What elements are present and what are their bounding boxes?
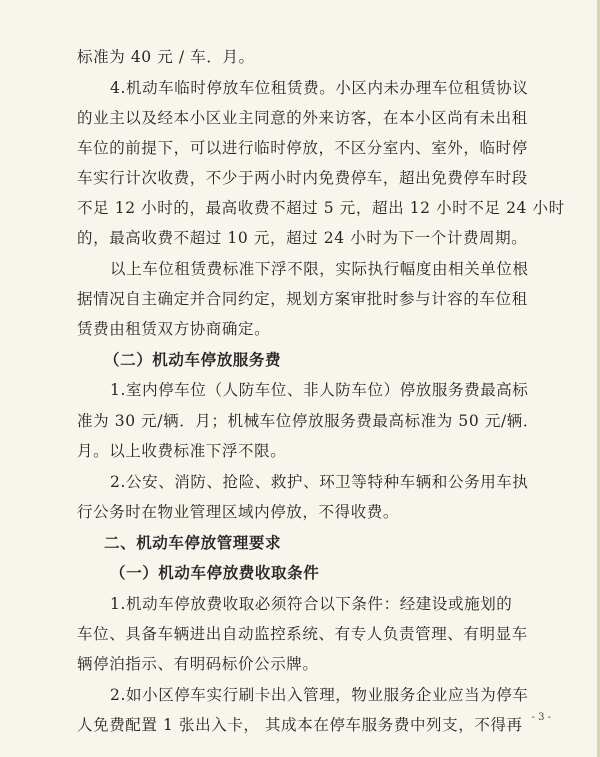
text-line-13: 准为 30 元/辆．月；机械车位停放服务费最高标准为 50 元/辆． — [77, 412, 540, 430]
text-line-15: 2.公安、消防、抢险、救护、环卫等特种车辆和公务用车执 — [110, 473, 529, 491]
text-line-9: 据情况自主确定并合同约定，规划方案审批时参与计容的车位租 — [77, 290, 528, 308]
text-line-22: 2.如小区停车实行刷卡出入管理，物业服务企业应当为停车 — [110, 686, 529, 704]
text-line-20: 车位、具备车辆进出自动监控系统、有专人负责管理、有明显车 — [77, 625, 528, 643]
page-number: - 3 - — [531, 712, 551, 723]
text-line-8: 以上车位租赁费标准下浮不限，实际执行幅度由相关单位根 — [110, 260, 529, 278]
text-line-23: 人免费配置 1 张出入卡， 其成本在停车服务费中列支，不得再 — [77, 716, 523, 734]
text-line-19: 1.机动车停放费收取必须符合以下条件：经建设或施划的 — [110, 595, 513, 613]
text-line-7: 的，最高收费不超过 10 元，超过 24 小时为下一个计费周期。 — [77, 229, 528, 247]
text-line-3: 的业主以及经本小区业主同意的外来访客，在本小区尚有未出租 — [77, 109, 528, 127]
text-line-21: 辆停泊指示、有明码标价公示牌。 — [77, 655, 319, 673]
text-line-5: 车实行计次收费，不少于两小时内免费停车，超出免费停车时段 — [77, 169, 528, 187]
subheading-parking-service-fee: （二）机动车停放服务费 — [104, 351, 282, 369]
heading-parking-management: 二、机动车停放管理要求 — [104, 534, 282, 552]
text-line-14: 月。以上收费标准下浮不限。 — [77, 442, 287, 460]
subheading-fee-conditions: （一）机动车停放费收取条件 — [110, 564, 320, 582]
text-line-2: 4.机动车临时停放车位租赁费。小区内未办理车位租赁协议 — [110, 79, 529, 97]
text-line-1: 标准为 40 元 / 车．月。 — [77, 48, 255, 66]
text-line-10: 赁费由租赁双方协商确定。 — [77, 320, 271, 338]
text-line-12: 1.室内停车位（人防车位、非人防车位）停放服务费最高标 — [110, 381, 529, 399]
text-line-4: 车位的前提下，可以进行临时停放，不区分室内、室外，临时停 — [77, 139, 528, 157]
text-line-16: 行公务时在物业管理区域内停放，不得收费。 — [77, 503, 400, 521]
text-line-6: 不足 12 小时的，最高收费不超过 5 元，超出 12 小时不足 24 小时 — [77, 199, 565, 217]
